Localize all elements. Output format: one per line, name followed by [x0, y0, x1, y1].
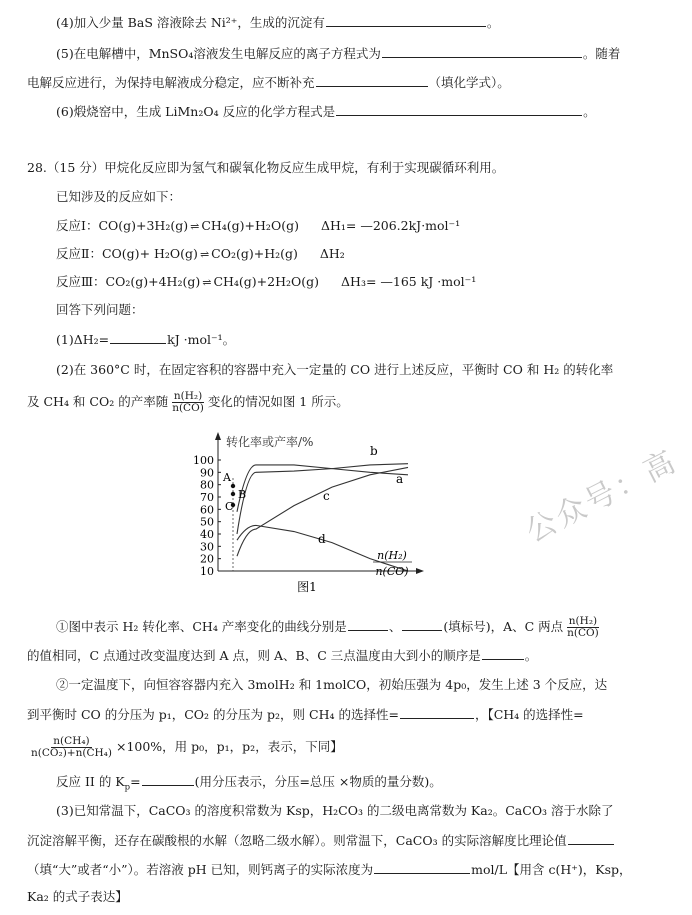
reaction-2 [0, 245, 692, 264]
r2-right: CO₂(g)+H₂(g) [211, 246, 298, 261]
r3-left: 反应Ⅲ：CO₂(g)+4H₂(g) [56, 274, 201, 289]
c2-line [0, 676, 692, 694]
point-a-label: A [223, 471, 231, 484]
y-tick-label: 80 [200, 478, 214, 492]
p3-line-3 [0, 860, 692, 879]
y-tick-label: 100 [193, 454, 214, 467]
c2-text-c: ，【CH₄ 的选择性= [474, 707, 584, 722]
y-tick-label: 60 [200, 503, 214, 517]
y-tick-label: 40 [200, 528, 214, 541]
q5-line-2 [0, 73, 692, 92]
q5-formula-blank[interactable] [316, 73, 428, 87]
curve-a-label: a [396, 472, 404, 486]
y-tick-label: 50 [200, 515, 214, 529]
ch4-curve-blank[interactable] [402, 617, 442, 631]
x-label-den: n(CO) [375, 565, 409, 578]
kp-line [0, 772, 692, 791]
c1-text-b: (填标号)，A、C 两点 [443, 619, 564, 634]
q5-text-c: 电解反应进行，为保持电解液成分稳定，应不断补充 [27, 75, 315, 90]
p2-text-c: 变化的情况如图 1 所示。 [207, 394, 349, 409]
c1-text-c: 的值相同，C 点通过改变温度达到 A 点，则 A、B、C 三点温度由大到小的顺序是 [27, 648, 481, 663]
frac-num: n(H₂) [173, 390, 203, 402]
p3-text-d: mol/L【用含 c(H⁺)，Ksp， [471, 862, 632, 877]
point-b-label: B [238, 488, 247, 501]
ca-conc-blank[interactable] [374, 860, 470, 874]
equilibrium-arrow-icon: ⇌ [199, 248, 210, 261]
q4-line [0, 13, 692, 32]
q4-end: 。 [486, 15, 500, 30]
c2-text-b: 到平衡时 CO 的分压为 p₁，CO₂ 的分压为 p₂，则 CH₄ 的选择性= [27, 707, 399, 722]
answer-text: 回答下列问题： [56, 302, 144, 317]
q4-answer-blank[interactable] [326, 13, 486, 27]
kp-sub: p [124, 782, 131, 793]
curve-b-label: b [370, 444, 378, 458]
kp-eq: = [130, 774, 141, 789]
y-tick-label: 90 [200, 466, 214, 480]
c2-line-2 [0, 705, 692, 724]
p2-line-2 [0, 391, 692, 414]
p3-text: (3)已知常温下，CaCO₃ 的溶度积常数为 Ksp，H₂CO₃ 的二级电离常数为 Ka₂。CaCO₃ 溶于水除了 [56, 803, 614, 818]
y-tick-labels [193, 454, 221, 578]
c2-text-d: ×100%，用 p₀，p₁，p₂，表示，下同】 [115, 739, 343, 754]
c1-sep: 、 [388, 619, 402, 634]
q28-text: 28.（15 分）甲烷化反应即为氢气和碳氧化物反应生成甲烷，有利于实现碳循环利用。 [27, 160, 505, 175]
q5-line [0, 44, 692, 63]
y-tick-label: 10 [200, 565, 214, 578]
p2-text: (2)在 360°C 时，在固定容积的容器中充入一定量的 CO 进行上述反应，平衡时 CO 和 H₂ 的转化率 [56, 362, 614, 377]
p3-line-2 [0, 831, 692, 850]
reaction-1 [0, 217, 692, 236]
figure-caption: 图1 [297, 580, 317, 594]
r3-right: CH₄(g)+2H₂O(g) [213, 274, 320, 289]
q6-end: 。 [583, 104, 596, 119]
p3-line [0, 802, 692, 820]
dh2-blank[interactable] [110, 330, 166, 344]
ratio-fraction [170, 391, 206, 414]
ratio-fraction-2 [565, 616, 601, 639]
selectivity-blank[interactable] [400, 705, 474, 719]
c2-line-3 [0, 732, 692, 762]
q6-equation-blank[interactable] [336, 102, 582, 116]
x-axis-arrow-icon [416, 568, 424, 574]
p3-text-b: 沉淀溶解平衡，还存在碳酸根的水解（忽略二级水解）。则常温下，CaCO₃ 的实际溶解度比理论值 [27, 833, 567, 848]
solubility-blank[interactable] [568, 831, 614, 845]
h2-curve-blank[interactable] [348, 617, 388, 631]
y-tick-label: 70 [200, 491, 214, 504]
y-tick-label: 30 [200, 540, 214, 554]
q5-text: (5)在电解槽中，MnSO₄溶液发生电解反应的离子方程式为 [56, 46, 381, 61]
curve-c-label: c [323, 489, 330, 503]
sel-num: n(CH₄) [53, 735, 90, 747]
p2-line [0, 361, 692, 379]
p2-text-b: 及 CH₄ 和 CO₂ 的产率随 [27, 394, 169, 409]
y-tick-label: 20 [200, 552, 214, 566]
q5-text-b: 。随着 [582, 46, 621, 61]
q4-text: (4)加入少量 BaS 溶液除去 Ni²⁺，生成的沉淀有 [56, 15, 325, 30]
q5-text-d: （填化学式）。 [428, 75, 510, 90]
p1-text: (1)ΔH₂= [56, 332, 110, 347]
p1-unit: kJ ·mol⁻¹。 [167, 332, 236, 347]
y-axis-arrow-icon [215, 432, 221, 440]
reaction-3 [0, 273, 692, 292]
c1-end: 。 [524, 648, 538, 663]
x-label-num: n(H₂) [377, 549, 407, 562]
r1-left: 反应Ⅰ：CO(g)+3H₂(g) [56, 218, 189, 233]
point-b [231, 492, 235, 496]
c1-line-2 [0, 646, 692, 665]
frac-num-2: n(H₂) [568, 615, 598, 627]
q5-equation-blank[interactable] [382, 44, 582, 58]
c2-text: ②一定温度下，向恒容容器内充入 3molH₂ 和 1molCO，初始压强为 4p₀，发生上述 3 个反应，达 [56, 677, 608, 692]
known-line [0, 188, 692, 206]
y-axis-label: 转化率或产率/% [226, 435, 314, 449]
selectivity-fraction [29, 736, 114, 759]
r2-dh: ΔH₂ [319, 246, 345, 261]
equilibrium-arrow-icon: ⇌ [202, 276, 212, 289]
watermark: 公众号：高 [520, 443, 684, 550]
q6-line [0, 102, 692, 121]
q6-text: (6)煅烧窑中，生成 LiMn₂O₄ 反应的化学方程式是 [56, 104, 336, 119]
r1-dh: ΔH₁= —206.2kJ·mol⁻¹ [320, 218, 461, 233]
equilibrium-arrow-icon: ⇌ [190, 220, 200, 233]
p3-text-e: Ka₂ 的式子表达】 [27, 889, 128, 904]
point-c-label: C [225, 500, 234, 513]
c1-line [0, 616, 692, 639]
kp-text: 反应 II 的 K [56, 774, 125, 789]
r2-left: 反应Ⅱ：CO(g)+ H₂O(g) [56, 246, 198, 261]
p3-line-4 [0, 888, 692, 906]
answer-line [0, 301, 692, 319]
p1-line [0, 330, 692, 349]
figure-1-chart [190, 428, 430, 596]
c1-text: ①图中表示 H₂ 转化率、CH₄ 产率变化的曲线分别是 [56, 619, 347, 634]
q28-heading [0, 159, 692, 177]
kp-text-c: (用分压表示，分压=总压 ×物质的量分数)。 [194, 774, 442, 789]
point-a [231, 484, 235, 488]
sel-den: n(CO₂)+n(CH₄) [31, 747, 112, 759]
frac-den: n(CO) [172, 402, 204, 414]
r1-right: CH₄(g)+H₂O(g) [201, 218, 299, 233]
kp-blank[interactable] [142, 772, 194, 786]
temp-order-blank[interactable] [482, 646, 524, 660]
r3-dh: ΔH₃= —165 kJ ·mol⁻¹ [341, 274, 477, 289]
curve-d-label: d [318, 532, 326, 546]
frac-den-2: n(CO) [567, 627, 599, 639]
known-text: 已知涉及的反应如下： [56, 189, 182, 204]
p3-text-c: （填“大”或者“小”）。若溶液 pH 已知，则钙离子的实际浓度为 [27, 862, 374, 877]
